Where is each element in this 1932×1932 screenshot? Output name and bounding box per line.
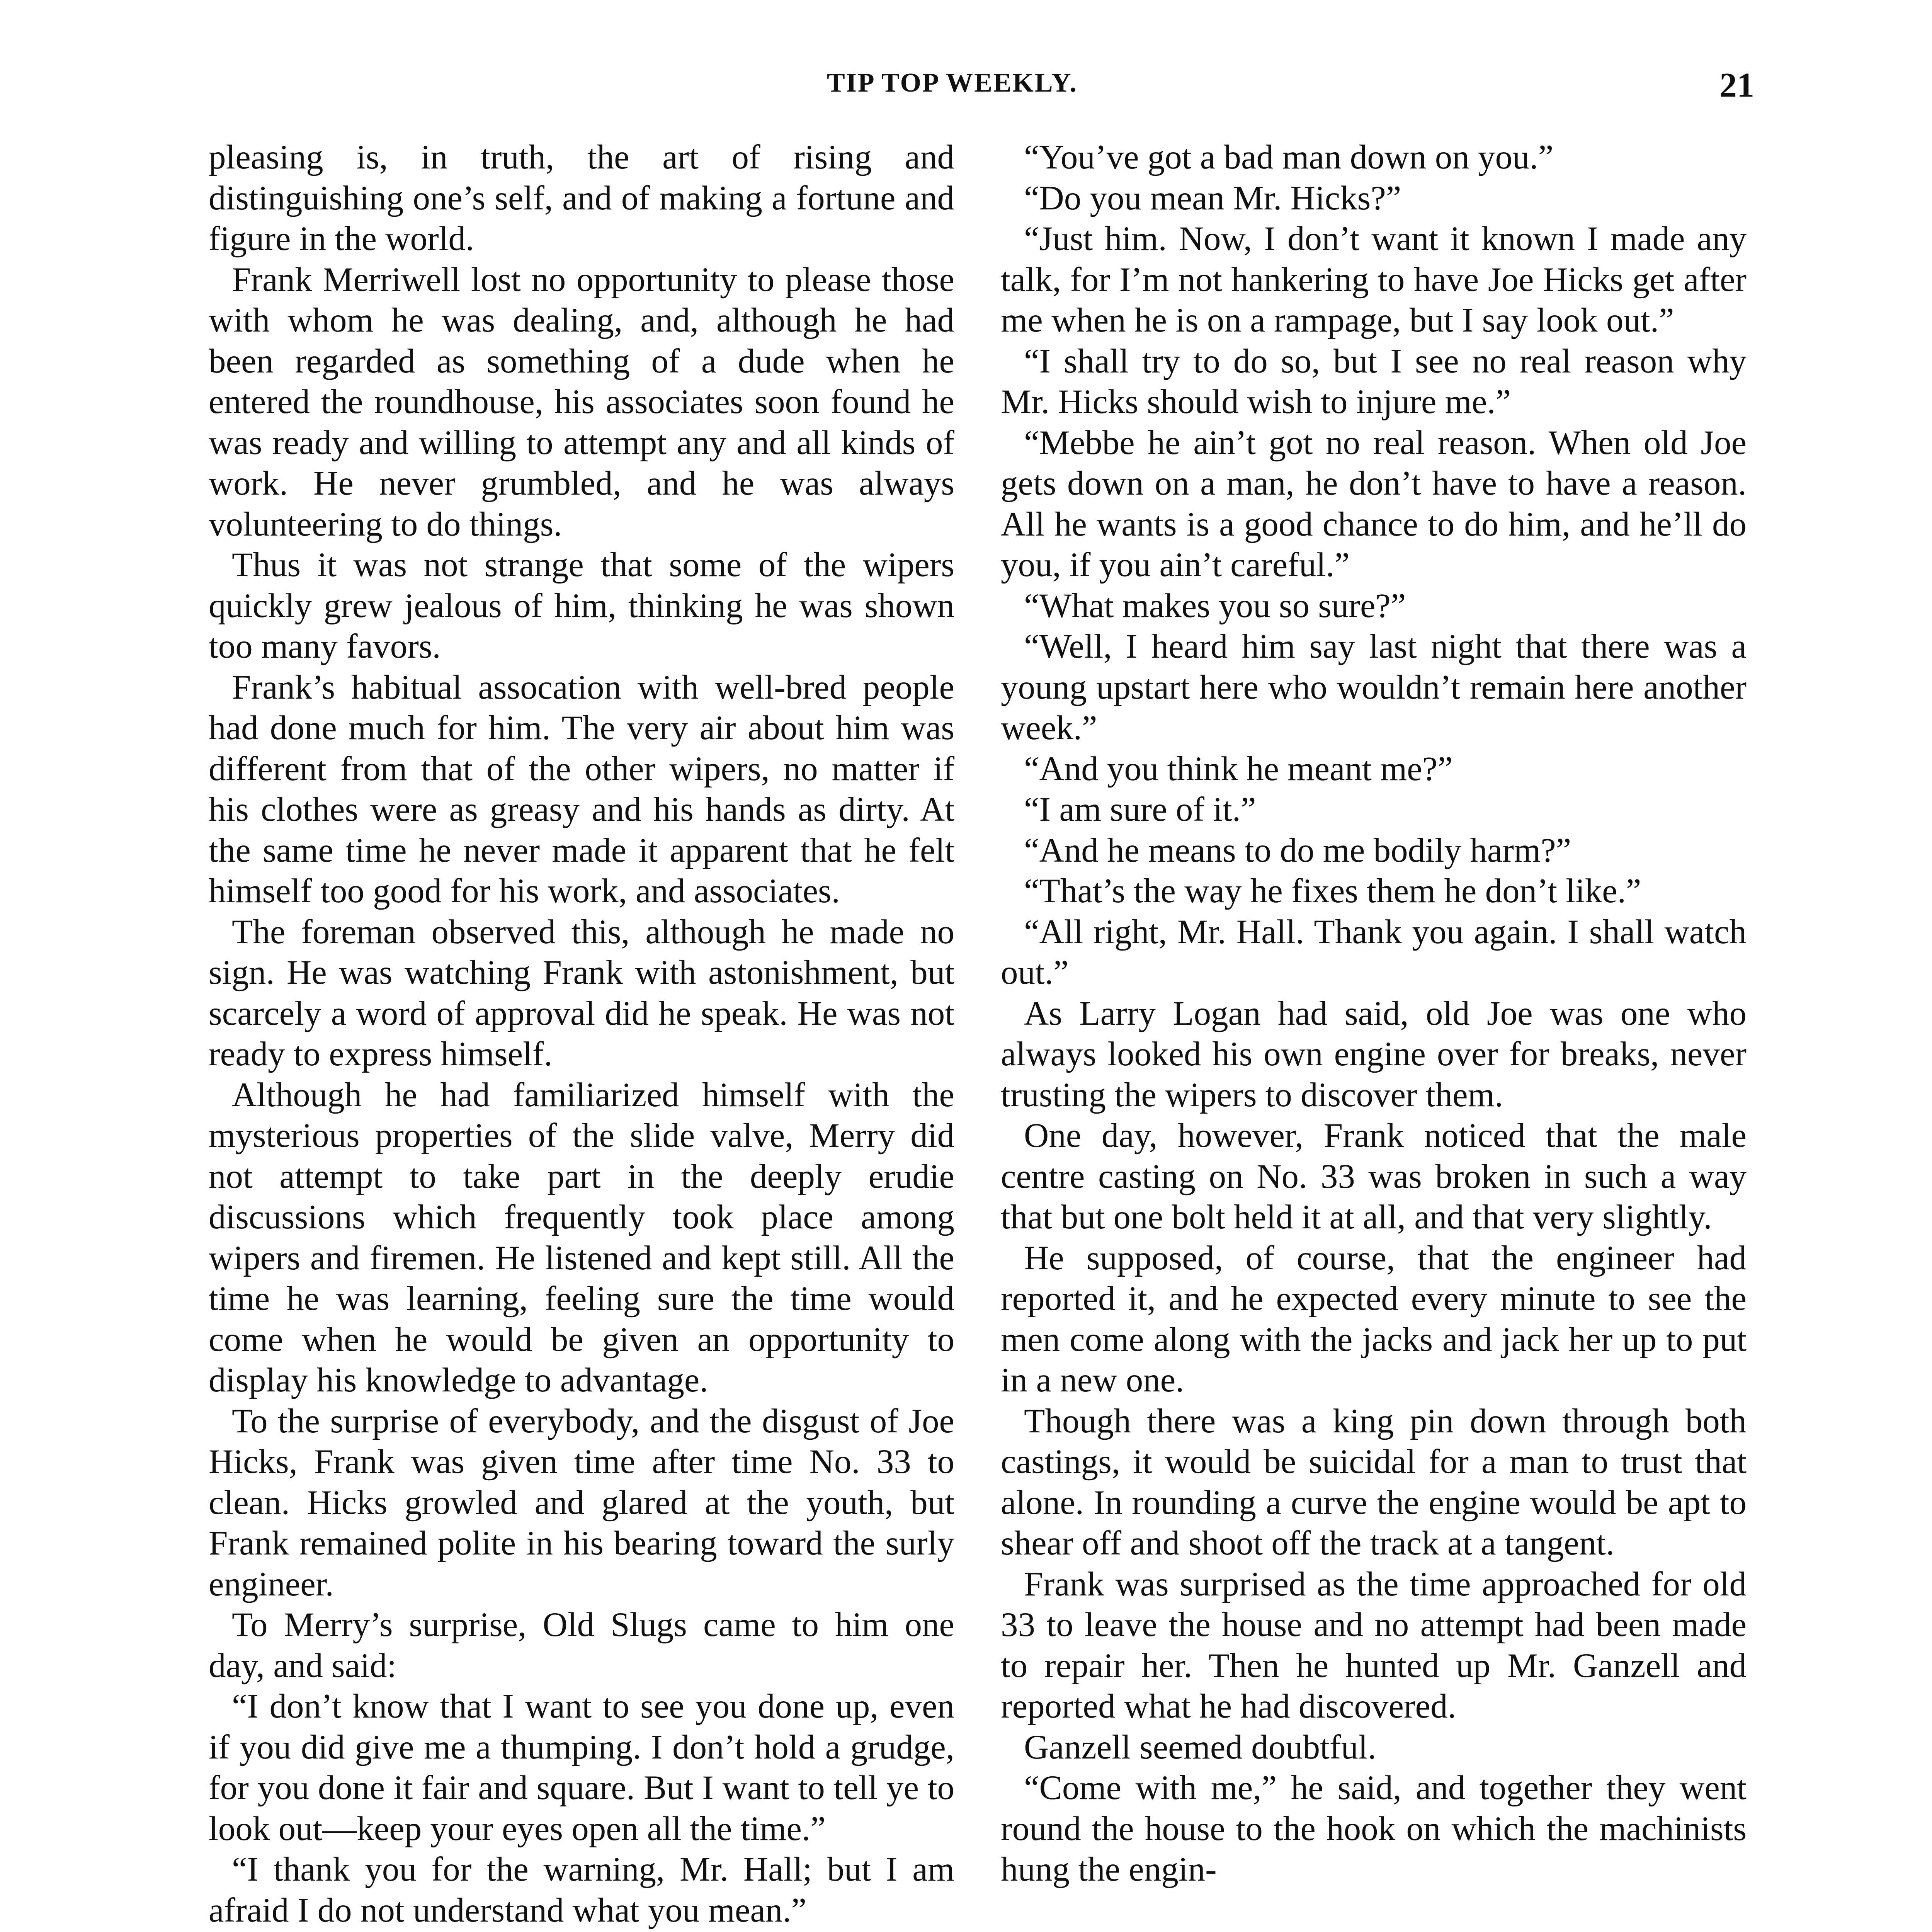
- paragraph: “Come with me,” he said, and together they went round the house to the hook on which the machinists hung the engin-: [1001, 1769, 1747, 1888]
- paragraph: pleasing is, in truth, the art of rising and distinguishing one’s self, and of making a fortune and figure in the world.: [209, 138, 954, 258]
- running-title: TIP TOP WEEKLY.: [827, 68, 1078, 98]
- paragraph: To the surprise of everybody, and the disgust of Joe Hicks, Frank was given time after time No. 33 to clean. Hicks growled and glared at the youth, but Frank remained polite in his bearing toward the surly engineer.: [209, 1402, 954, 1603]
- page-number: 21: [1719, 66, 1754, 104]
- paragraph: The foreman observed this, although he made no sign. He was watching Frank with astonishment, but scarcely a word of approval did he speak. He was not ready to express himself.: [209, 913, 954, 1073]
- page-header: [209, 68, 1754, 122]
- right-column: [1001, 137, 1747, 1890]
- paragraph: Thus it was not strange that some of the wipers quickly grew jealous of him, thinking he was shown too many favors.: [209, 546, 954, 665]
- paragraph: “Do you mean Mr. Hicks?”: [1024, 179, 1401, 217]
- paragraph: As Larry Logan had said, old Joe was one who always looked his own engine over for breaks, never trusting the wipers to discover them.: [1001, 994, 1747, 1114]
- left-column: [209, 137, 954, 1931]
- paragraph: “I don’t know that I want to see you done up, even if you did give me a thumping. I don’t hold a grudge, for you done it fair and square. But I want to tell ye to look out—keep your eyes open all the time.”: [209, 1687, 954, 1848]
- paragraph: “I thank you for the warning, Mr. Hall; but I am afraid I do not understand what you mean.”: [209, 1850, 954, 1929]
- paragraph: Though there was a king pin down through both castings, it would be suicidal for a man to trust that alone. In rounding a curve the engine would be apt to shear off and shoot off the track at a tangent.: [1001, 1402, 1747, 1562]
- paragraph: “And he means to do me bodily harm?”: [1024, 831, 1571, 869]
- paragraph: “You’ve got a bad man down on you.”: [1024, 138, 1554, 176]
- paragraph: Frank’s habitual assocation with well-bred people had done much for him. The very air about him was different from that of the other wipers, no matter if his clothes were as greasy and his hands as dirty. At the same time he never made it apparent that he felt himself too good for his work, and associates.: [209, 668, 954, 910]
- paragraph: Ganzell seemed doubtful.: [1024, 1728, 1376, 1766]
- paragraph: “What makes you so sure?”: [1024, 587, 1406, 625]
- paragraph: “Mebbe he ain’t got no real reason. When old Joe gets down on a man, he don’t have to have a reason. All he wants is a good chance to do him, and he’ll do you, if you ain’t careful.”: [1001, 423, 1747, 584]
- paragraph: He supposed, of course, that the engineer had reported it, and he expected every minute to see the men come along with the jacks and jack her up to put in a new one.: [1001, 1239, 1747, 1399]
- paragraph: One day, however, Frank noticed that the male centre casting on No. 33 was broken in such a way that but one bolt held it at all, and that very slightly.: [1001, 1117, 1747, 1236]
- paragraph: “I shall try to do so, but I see no real reason why Mr. Hicks should wish to injure me.”: [1001, 342, 1747, 421]
- paragraph: Although he had familiarized himself with the mysterious properties of the slide valve, Merry did not attempt to take part in the deeply erudie discussions which frequently took place among wipers and firemen. He listened and kept still. All the time he was learning, feeling sure the time would come when he would be given an opportunity to display his knowledge to advantage.: [209, 1076, 954, 1399]
- paragraph: Frank was surprised as the time approached for old 33 to leave the house and no attempt had been made to repair her. Then he hunted up Mr. Ganzell and reported what he had discovered.: [1001, 1565, 1747, 1725]
- paragraph: To Merry’s surprise, Old Slugs came to him one day, and said:: [209, 1606, 954, 1685]
- paragraph: “Just him. Now, I don’t want it known I made any talk, for I’m not hankering to have Joe Hicks get after me when he is on a rampage, but I say look out.”: [1001, 220, 1747, 339]
- paragraph: “All right, Mr. Hall. Thank you again. I shall watch out.”: [1001, 913, 1747, 992]
- paragraph: “Well, I heard him say last night that there was a young upstart here who wouldn’t remain here another week.”: [1001, 628, 1747, 747]
- paragraph: “I am sure of it.”: [1024, 791, 1256, 828]
- paragraph: “That’s the way he fixes them he don’t like.”: [1024, 872, 1641, 910]
- paragraph: “And you think he meant me?”: [1024, 750, 1453, 788]
- paragraph: Frank Merriwell lost no opportunity to please those with whom he was dealing, and, although he had been regarded as something of a dude when he entered the roundhouse, his associates soon found he was ready and willing to attempt any and all kinds of work. He never grumbled, and he was always volunteering to do things.: [209, 260, 954, 543]
